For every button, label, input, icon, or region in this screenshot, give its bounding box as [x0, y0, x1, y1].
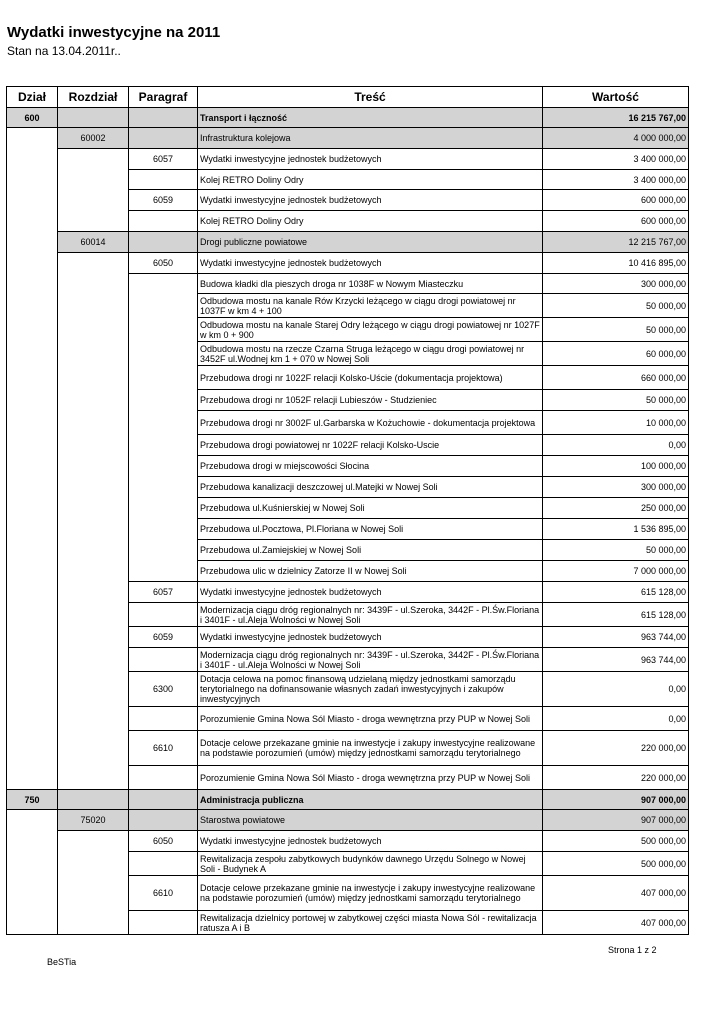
table-row — [7, 498, 689, 519]
table-row — [7, 627, 689, 648]
cell-dzial — [7, 852, 58, 876]
cell-wartosc: 0,00 — [543, 672, 689, 707]
cell-wartosc: 10 000,00 — [543, 411, 689, 435]
cell-dzial — [7, 253, 58, 274]
cell-tresc: Dotacje celowe przekazane gminie na inwestycje i zakupy inwestycyjne realizowane na podstawie porozumień (umów) między jednostkami samorządu terytorialnego — [198, 876, 543, 911]
cell-rozdzial — [58, 190, 129, 211]
cell-wartosc: 500 000,00 — [543, 852, 689, 876]
cell-rozdzial — [58, 318, 129, 342]
table-row — [7, 390, 689, 411]
cell-rozdzial — [58, 477, 129, 498]
cell-tresc: Przebudowa ul.Kuśnierskiej w Nowej Soli — [198, 498, 543, 519]
cell-dzial — [7, 498, 58, 519]
table-row — [7, 911, 689, 935]
cell-wartosc: 16 215 767,00 — [543, 108, 689, 128]
cell-tresc: Przebudowa drogi powiatowej nr 1022F relacji Kolsko-Uscie — [198, 435, 543, 456]
cell-tresc: Dotacje celowe przekazane gminie na inwestycje i zakupy inwestycyjne realizowane na podstawie porozumień (umów) między jednostkami samorządu terytorialnego — [198, 731, 543, 766]
cell-rozdzial — [58, 540, 129, 561]
table-row — [7, 411, 689, 435]
cell-dzial — [7, 648, 58, 672]
cell-tresc: Wydatki inwestycyjne jednostek budżetowych — [198, 253, 543, 274]
cell-paragraf — [129, 519, 198, 540]
cell-paragraf — [129, 318, 198, 342]
cell-dzial — [7, 170, 58, 190]
cell-tresc: Modernizacja ciągu dróg regionalnych nr: 3439F - ul.Szeroka, 3442F - Pl.Św.Floriana i 3401F - ul.Aleja Wolności w Nowej Soli — [198, 648, 543, 672]
cell-tresc: Starostwa powiatowe — [198, 810, 543, 831]
cell-dzial — [7, 435, 58, 456]
cell-paragraf — [129, 810, 198, 831]
cell-dzial — [7, 831, 58, 852]
cell-tresc: Drogi publiczne powiatowe — [198, 232, 543, 253]
cell-paragraf: 6059 — [129, 627, 198, 648]
table-header-row — [7, 87, 689, 108]
cell-wartosc: 407 000,00 — [543, 911, 689, 935]
cell-paragraf — [129, 477, 198, 498]
cell-paragraf: 6050 — [129, 253, 198, 274]
cell-tresc: Porozumienie Gmina Nowa Sól Miasto - droga wewnętrzna przy PUP w Nowej Soli — [198, 766, 543, 790]
cell-dzial — [7, 366, 58, 390]
table-row — [7, 561, 689, 582]
table-row — [7, 519, 689, 540]
cell-wartosc: 500 000,00 — [543, 831, 689, 852]
cell-rozdzial — [58, 211, 129, 232]
cell-tresc: Przebudowa drogi nr 3002F ul.Garbarska w Kożuchowie - dokumentacja projektowa — [198, 411, 543, 435]
cell-dzial — [7, 294, 58, 318]
cell-paragraf: 6057 — [129, 149, 198, 170]
cell-rozdzial — [58, 603, 129, 627]
cell-wartosc: 600 000,00 — [543, 190, 689, 211]
cell-rozdzial — [58, 274, 129, 294]
cell-dzial — [7, 232, 58, 253]
cell-wartosc: 615 128,00 — [543, 582, 689, 603]
cell-rozdzial: 75020 — [58, 810, 129, 831]
cell-wartosc: 0,00 — [543, 707, 689, 731]
table-row — [7, 477, 689, 498]
cell-rozdzial: 60014 — [58, 232, 129, 253]
cell-wartosc: 12 215 767,00 — [543, 232, 689, 253]
cell-tresc: Infrastruktura kolejowa — [198, 128, 543, 149]
cell-dzial — [7, 731, 58, 766]
header-rozdzial: Rozdział — [58, 87, 129, 108]
cell-tresc: Przebudowa drogi w miejscowości Słocina — [198, 456, 543, 477]
cell-tresc: Odbudowa mostu na rzecze Czarna Struga leżącego w ciągu drogi powiatowej nr 3452F ul.Wodnej km 1 + 070 w Nowej Soli — [198, 342, 543, 366]
table-row — [7, 149, 689, 170]
cell-wartosc: 615 128,00 — [543, 603, 689, 627]
cell-paragraf: 6610 — [129, 876, 198, 911]
cell-wartosc: 50 000,00 — [543, 540, 689, 561]
cell-rozdzial — [58, 911, 129, 935]
cell-dzial — [7, 876, 58, 911]
cell-paragraf — [129, 108, 198, 128]
cell-dzial — [7, 582, 58, 603]
cell-wartosc: 407 000,00 — [543, 876, 689, 911]
cell-paragraf — [129, 707, 198, 731]
cell-dzial — [7, 318, 58, 342]
cell-dzial — [7, 128, 58, 149]
cell-paragraf — [129, 232, 198, 253]
cell-dzial — [7, 707, 58, 731]
cell-dzial — [7, 149, 58, 170]
cell-paragraf — [129, 211, 198, 232]
cell-dzial — [7, 390, 58, 411]
cell-rozdzial — [58, 707, 129, 731]
cell-wartosc: 300 000,00 — [543, 274, 689, 294]
table-row — [7, 211, 689, 232]
table-row — [7, 253, 689, 274]
cell-rozdzial — [58, 561, 129, 582]
cell-wartosc: 50 000,00 — [543, 294, 689, 318]
cell-tresc: Porozumienie Gmina Nowa Sól Miasto - droga wewnętrzna przy PUP w Nowej Soli — [198, 707, 543, 731]
table-row — [7, 810, 689, 831]
table-row — [7, 318, 689, 342]
cell-rozdzial — [58, 456, 129, 477]
table-row — [7, 582, 689, 603]
cell-wartosc: 3 400 000,00 — [543, 149, 689, 170]
table-row — [7, 648, 689, 672]
cell-rozdzial — [58, 648, 129, 672]
cell-rozdzial — [58, 108, 129, 128]
footer-brand: BeSTia — [47, 957, 77, 967]
cell-wartosc: 907 000,00 — [543, 810, 689, 831]
cell-wartosc: 300 000,00 — [543, 477, 689, 498]
cell-paragraf — [129, 294, 198, 318]
cell-tresc: Przebudowa ulic w dzielnicy Zatorze II w Nowej Soli — [198, 561, 543, 582]
cell-wartosc: 60 000,00 — [543, 342, 689, 366]
cell-rozdzial — [58, 766, 129, 790]
cell-paragraf — [129, 648, 198, 672]
cell-wartosc: 907 000,00 — [543, 790, 689, 810]
cell-paragraf — [129, 128, 198, 149]
cell-tresc: Kolej RETRO Doliny Odry — [198, 170, 543, 190]
cell-rozdzial — [58, 876, 129, 911]
cell-paragraf — [129, 366, 198, 390]
cell-tresc: Budowa kładki dla pieszych droga nr 1038F w Nowym Miasteczku — [198, 274, 543, 294]
cell-wartosc: 7 000 000,00 — [543, 561, 689, 582]
cell-dzial — [7, 519, 58, 540]
cell-tresc: Wydatki inwestycyjne jednostek budżetowych — [198, 627, 543, 648]
cell-dzial — [7, 411, 58, 435]
cell-paragraf: 6610 — [129, 731, 198, 766]
cell-wartosc: 50 000,00 — [543, 318, 689, 342]
cell-paragraf: 6057 — [129, 582, 198, 603]
header-wartosc: Wartość — [543, 87, 689, 108]
table-row — [7, 190, 689, 211]
cell-wartosc: 4 000 000,00 — [543, 128, 689, 149]
table-row — [7, 294, 689, 318]
cell-dzial — [7, 810, 58, 831]
table-row — [7, 435, 689, 456]
cell-tresc: Wydatki inwestycyjne jednostek budżetowych — [198, 149, 543, 170]
cell-tresc: Przebudowa kanalizacji deszczowej ul.Matejki w Nowej Soli — [198, 477, 543, 498]
cell-paragraf — [129, 911, 198, 935]
cell-tresc: Dotacja celowa na pomoc finansową udzielaną między jednostkami samorządu terytorialnego na dofinansowanie własnych zadań inwestycyjnych i zakupów inwestycyjnych — [198, 672, 543, 707]
header-paragraf: Paragraf — [129, 87, 198, 108]
table-row — [7, 852, 689, 876]
header-tresc: Treść — [198, 87, 543, 108]
cell-tresc: Odbudowa mostu na kanale Starej Odry leżącego w ciągu drogi powiatowej nr 1027F w km 0 + 900 — [198, 318, 543, 342]
cell-wartosc: 220 000,00 — [543, 766, 689, 790]
table-row — [7, 731, 689, 766]
cell-rozdzial — [58, 852, 129, 876]
cell-wartosc: 10 416 895,00 — [543, 253, 689, 274]
cell-dzial — [7, 766, 58, 790]
cell-paragraf — [129, 603, 198, 627]
cell-dzial — [7, 456, 58, 477]
cell-tresc: Przebudowa ul.Zamiejskiej w Nowej Soli — [198, 540, 543, 561]
cell-rozdzial — [58, 294, 129, 318]
cell-rozdzial — [58, 790, 129, 810]
cell-paragraf — [129, 456, 198, 477]
cell-tresc: Przebudowa ul.Pocztowa, Pl.Floriana w Nowej Soli — [198, 519, 543, 540]
cell-paragraf — [129, 435, 198, 456]
table-row — [7, 603, 689, 627]
cell-rozdzial — [58, 831, 129, 852]
cell-tresc: Odbudowa mostu na kanale Rów Krzycki leżącego w ciągu drogi powiatowej nr 1037F w km 4 + 100 — [198, 294, 543, 318]
cell-wartosc: 50 000,00 — [543, 390, 689, 411]
cell-wartosc: 963 744,00 — [543, 627, 689, 648]
cell-wartosc: 0,00 — [543, 435, 689, 456]
cell-wartosc: 963 744,00 — [543, 648, 689, 672]
cell-dzial — [7, 342, 58, 366]
cell-tresc: Rewitalizacja dzielnicy portowej w zabytkowej części miasta Nowa Sól - rewitalizacja ratusza A i B — [198, 911, 543, 935]
cell-paragraf: 6300 — [129, 672, 198, 707]
table-row — [7, 456, 689, 477]
cell-wartosc: 660 000,00 — [543, 366, 689, 390]
cell-paragraf — [129, 390, 198, 411]
cell-dzial — [7, 561, 58, 582]
cell-paragraf: 6059 — [129, 190, 198, 211]
cell-tresc: Administracja publiczna — [198, 790, 543, 810]
cell-tresc: Wydatki inwestycyjne jednostek budżetowych — [198, 582, 543, 603]
cell-tresc: Kolej RETRO Doliny Odry — [198, 211, 543, 232]
cell-paragraf — [129, 852, 198, 876]
cell-dzial — [7, 477, 58, 498]
cell-dzial: 600 — [7, 108, 58, 128]
cell-tresc: Wydatki inwestycyjne jednostek budżetowych — [198, 190, 543, 211]
table-row — [7, 707, 689, 731]
table-row — [7, 790, 689, 810]
cell-rozdzial — [58, 342, 129, 366]
table-row — [7, 128, 689, 149]
cell-wartosc: 1 536 895,00 — [543, 519, 689, 540]
table-row — [7, 366, 689, 390]
cell-paragraf — [129, 540, 198, 561]
cell-wartosc: 100 000,00 — [543, 456, 689, 477]
cell-paragraf — [129, 170, 198, 190]
cell-tresc: Przebudowa drogi nr 1022F relacji Kolsko-Uście (dokumentacja projektowa) — [198, 366, 543, 390]
cell-tresc: Wydatki inwestycyjne jednostek budżetowych — [198, 831, 543, 852]
table-row — [7, 274, 689, 294]
cell-paragraf — [129, 411, 198, 435]
document-subtitle: Stan na 13.04.2011r.. — [7, 44, 121, 58]
table-row — [7, 540, 689, 561]
cell-rozdzial: 60002 — [58, 128, 129, 149]
cell-rozdzial — [58, 435, 129, 456]
table-row — [7, 108, 689, 128]
cell-tresc: Przebudowa drogi nr 1052F relacji Lubieszów - Studzieniec — [198, 390, 543, 411]
cell-tresc: Rewitalizacja zespołu zabytkowych budynków dawnego Urzędu Solnego w Nowej Soli - Budynek A — [198, 852, 543, 876]
table-row — [7, 672, 689, 707]
cell-dzial — [7, 627, 58, 648]
table-row — [7, 170, 689, 190]
cell-rozdzial — [58, 390, 129, 411]
investment-table — [6, 86, 689, 935]
cell-paragraf — [129, 342, 198, 366]
cell-wartosc: 3 400 000,00 — [543, 170, 689, 190]
cell-rozdzial — [58, 411, 129, 435]
cell-rozdzial — [58, 672, 129, 707]
cell-dzial — [7, 190, 58, 211]
cell-paragraf — [129, 274, 198, 294]
cell-rozdzial — [58, 170, 129, 190]
cell-rozdzial — [58, 149, 129, 170]
cell-dzial — [7, 274, 58, 294]
cell-wartosc: 250 000,00 — [543, 498, 689, 519]
cell-tresc: Modernizacja ciągu dróg regionalnych nr: 3439F - ul.Szeroka, 3442F - Pl.Św.Floriana i 3401F - ul.Aleja Wolności w Nowej Soli — [198, 603, 543, 627]
cell-paragraf — [129, 790, 198, 810]
cell-paragraf — [129, 766, 198, 790]
cell-paragraf: 6050 — [129, 831, 198, 852]
cell-rozdzial — [58, 253, 129, 274]
table-row — [7, 766, 689, 790]
cell-rozdzial — [58, 519, 129, 540]
table-row — [7, 876, 689, 911]
table-row — [7, 232, 689, 253]
cell-wartosc: 600 000,00 — [543, 211, 689, 232]
cell-dzial — [7, 603, 58, 627]
cell-dzial: 750 — [7, 790, 58, 810]
cell-dzial — [7, 911, 58, 935]
cell-paragraf — [129, 561, 198, 582]
cell-rozdzial — [58, 582, 129, 603]
cell-rozdzial — [58, 627, 129, 648]
cell-rozdzial — [58, 366, 129, 390]
cell-tresc: Transport i łączność — [198, 108, 543, 128]
document-title: Wydatki inwestycyjne na 2011 — [7, 24, 221, 41]
cell-rozdzial — [58, 731, 129, 766]
cell-paragraf — [129, 498, 198, 519]
cell-dzial — [7, 540, 58, 561]
table-row — [7, 342, 689, 366]
header-dzial: Dział — [7, 87, 58, 108]
table-row — [7, 831, 689, 852]
cell-wartosc: 220 000,00 — [543, 731, 689, 766]
cell-dzial — [7, 211, 58, 232]
cell-rozdzial — [58, 498, 129, 519]
cell-dzial — [7, 672, 58, 707]
page-number: Strona 1 z 2 — [608, 945, 657, 955]
